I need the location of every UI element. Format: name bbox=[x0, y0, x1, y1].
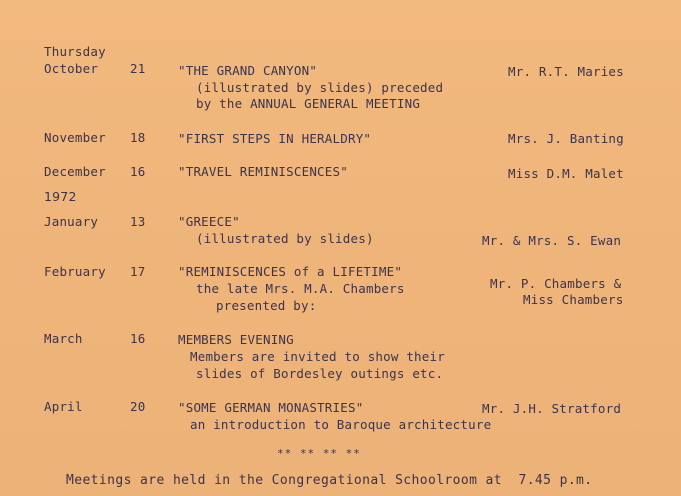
footer-note: Meetings are held in the Congregational Schoolroom at 7.45 p.m. bbox=[66, 473, 593, 488]
event-title: "THE GRAND CANYON" bbox=[178, 63, 318, 78]
speaker-name: Mr. R.T. Maries bbox=[508, 64, 624, 79]
event-detail: (illustrated by slides) preceded bbox=[196, 80, 444, 95]
month-label: November bbox=[44, 130, 106, 145]
event-title: MEMBERS EVENING bbox=[178, 332, 294, 347]
day-label: 17 bbox=[130, 264, 146, 279]
day-label: 20 bbox=[130, 399, 146, 414]
speaker-name: Mr. & Mrs. S. Ewan bbox=[482, 233, 622, 248]
event-detail: slides of Bordesley outings etc. bbox=[196, 366, 444, 381]
event-detail: (illustrated by slides) bbox=[196, 231, 374, 246]
event-title: "SOME GERMAN MONASTRIES" bbox=[178, 400, 364, 415]
event-title: "TRAVEL REMINISCENCES" bbox=[178, 164, 348, 179]
event-detail: by the ANNUAL GENERAL MEETING bbox=[196, 96, 421, 111]
speaker-name: Mr. J.H. Stratford bbox=[482, 401, 622, 416]
separator-stars: ** ** ** ** bbox=[277, 447, 361, 460]
month-label: April bbox=[44, 399, 83, 414]
month-label: March bbox=[44, 331, 83, 346]
event-title: "GREECE" bbox=[178, 214, 240, 229]
year-label: 1972 bbox=[44, 189, 77, 204]
month-label: February bbox=[44, 264, 106, 279]
event-title: "FIRST STEPS IN HERALDRY" bbox=[178, 131, 372, 146]
speaker-name: Miss D.M. Malet bbox=[508, 166, 624, 181]
month-label: October bbox=[44, 61, 99, 76]
speaker-name: Mr. P. Chambers & bbox=[490, 276, 622, 291]
day-label: 16 bbox=[130, 164, 146, 179]
speaker-name: Miss Chambers bbox=[523, 292, 624, 307]
event-title: "REMINISCENCES of a LIFETIME" bbox=[178, 264, 403, 279]
event-detail: presented by: bbox=[216, 298, 317, 313]
day-label: 21 bbox=[130, 61, 146, 76]
event-detail: Members are invited to show their bbox=[190, 349, 445, 364]
day-label: 16 bbox=[130, 331, 146, 346]
heading-day: Thursday bbox=[44, 44, 106, 59]
event-detail: the late Mrs. M.A. Chambers bbox=[196, 281, 405, 296]
day-label: 18 bbox=[130, 130, 146, 145]
day-label: 13 bbox=[130, 214, 146, 229]
speaker-name: Mrs. J. Banting bbox=[508, 131, 624, 146]
event-detail: an introduction to Baroque architecture bbox=[190, 417, 492, 432]
month-label: January bbox=[44, 214, 99, 229]
month-label: December bbox=[44, 164, 106, 179]
